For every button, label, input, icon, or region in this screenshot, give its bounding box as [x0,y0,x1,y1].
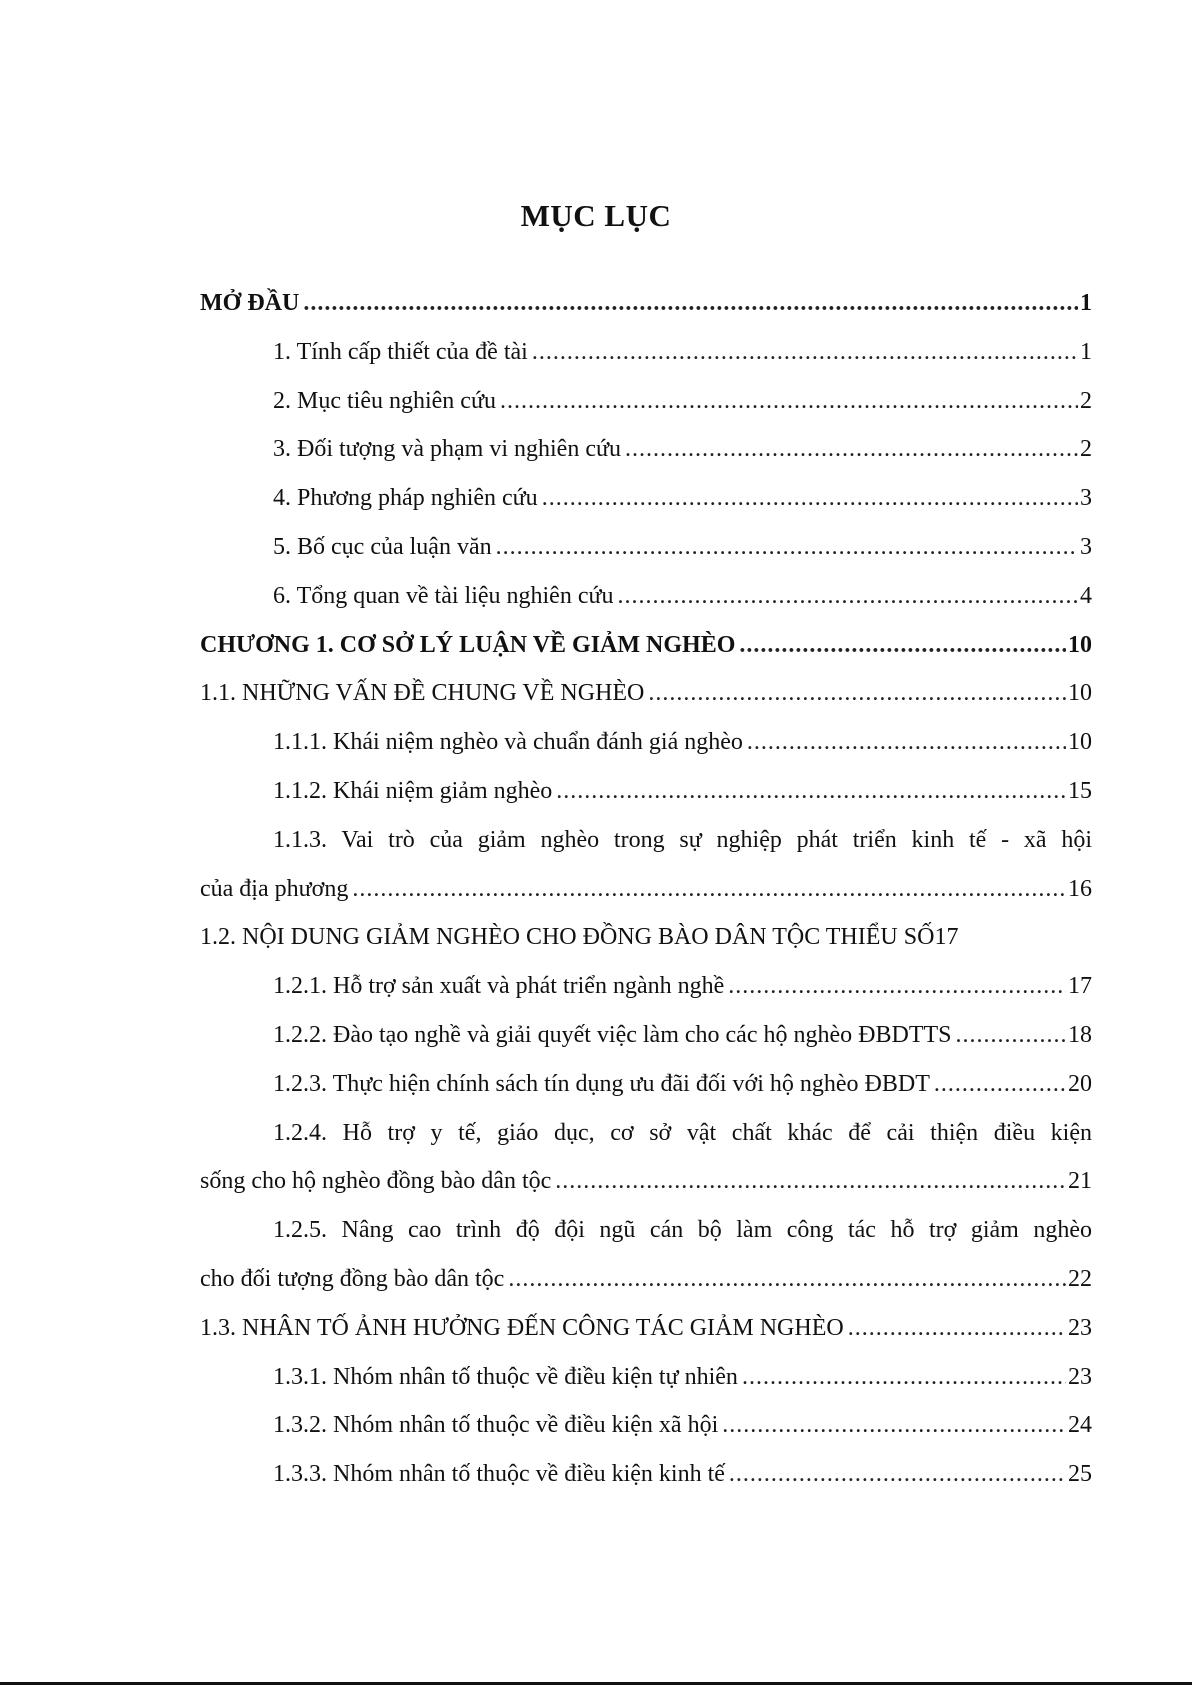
dot-leader [618,572,1079,621]
toc-page-number: 10 [1068,729,1092,756]
toc-entry[interactable] [200,279,1092,328]
toc-entry-continued-line[interactable]: 1.1.3. Vai trò của giảm nghèo trong sự nghiệp phát triển kinh tế - xã hội [273,826,1092,853]
dot-leader [508,1255,1066,1304]
toc-entry[interactable] [200,1157,1092,1206]
dot-leader [500,377,1078,426]
page-title: MỤC LỤC [520,198,672,233]
toc-page-number: 22 [1068,1265,1092,1292]
toc-entry-label: 5. Bố cục của luận văn [273,533,492,560]
toc-page-number: 2 [1080,436,1092,463]
toc-entry[interactable] [200,1011,1092,1060]
dot-leader [555,1157,1066,1206]
dot-leader [648,669,1066,718]
toc-entry-label: 1. Tính cấp thiết của đề tài [273,338,528,365]
dot-leader [747,718,1066,767]
toc-entry-label: 1.3.1. Nhóm nhân tố thuộc về điều kiện tự nhiên [273,1363,738,1390]
dot-leader [496,523,1078,572]
toc-entry-label: 1.2.3. Thực hiện chính sách tín dụng ưu đãi đối với hộ nghèo ĐBDT [273,1070,930,1097]
toc-page-number: 18 [1068,1021,1092,1048]
toc-entry-label: 1.3.3. Nhóm nhân tố thuộc về điều kiện kinh tế [273,1461,725,1488]
toc-page-number: 15 [1068,777,1092,804]
dot-leader [556,767,1066,816]
toc-page-number: 25 [1068,1461,1092,1488]
toc-page-number: 10 [1068,631,1092,658]
toc-entry[interactable] [200,523,1092,572]
toc-entry[interactable] [200,1401,1092,1450]
toc-page-number: 3 [1080,485,1092,512]
dot-leader [625,425,1078,474]
toc-entry-label: của địa phương [200,875,349,902]
dot-leader [955,1011,1066,1060]
toc-entry-label: 6. Tổng quan về tài liệu nghiên cứu [273,582,614,609]
toc-page-number: 1 [1080,338,1092,365]
toc-page-number: 10 [1068,680,1092,707]
toc-page-number: 23 [1068,1363,1092,1390]
dot-leader [303,279,1078,328]
toc-entry[interactable] [200,1060,1092,1109]
dot-leader [532,328,1078,377]
toc-entry[interactable] [200,1255,1092,1304]
toc-entry[interactable] [200,572,1092,621]
toc-page-number: 21 [1068,1168,1092,1195]
toc-entry-label: 4. Phương pháp nghiên cứu [273,485,538,512]
toc-entry[interactable] [200,767,1092,816]
toc-page-number: 16 [1068,875,1092,902]
toc-entry-label: MỞ ĐẦU [200,290,300,316]
dot-leader [848,1304,1066,1353]
dot-leader [934,1060,1066,1109]
toc-entry[interactable] [200,621,1092,670]
toc-page-number: 24 [1068,1412,1092,1439]
dot-leader [722,1401,1066,1450]
toc-entry[interactable] [200,669,1092,718]
dot-leader [742,1353,1066,1402]
toc-entry-label: 1.1.1. Khái niệm nghèo và chuẩn đánh giá nghèo [273,729,743,756]
dot-leader [728,962,1066,1011]
toc-entry[interactable] [200,425,1092,474]
toc-page-number: 3 [1080,533,1092,560]
table-of-contents [200,279,1092,1499]
toc-entry-label: 3. Đối tượng và phạm vi nghiên cứu [273,436,621,463]
toc-entry[interactable] [200,962,1092,1011]
toc-page-number: 2 [1080,387,1092,414]
toc-page-number: 17 [1068,973,1092,1000]
toc-entry[interactable] [200,1353,1092,1402]
toc-entry-continued-line[interactable]: 1.2.5. Nâng cao trình độ đội ngũ cán bộ làm công tác hỗ trợ giảm nghèo [273,1217,1092,1244]
toc-entry[interactable] [200,474,1092,523]
toc-entry-label: 1.3.2. Nhóm nhân tố thuộc về điều kiện xã hội [273,1412,719,1439]
toc-entry[interactable] [200,718,1092,767]
toc-entry-label: sống cho hộ nghèo đồng bào dân tộc [200,1168,552,1195]
toc-page-number: 1 [1080,290,1092,316]
toc-entry[interactable] [200,377,1092,426]
toc-entry[interactable] [200,865,1092,914]
dot-leader [729,1450,1066,1499]
toc-page-number: 20 [1068,1070,1092,1097]
toc-entry-label: 1.2.2. Đào tạo nghề và giải quyết việc làm cho các hộ nghèo ĐBDTTS [273,1021,952,1048]
toc-entry[interactable] [200,913,1092,962]
toc-entry-label: 1.1. NHỮNG VẤN ĐỀ CHUNG VỀ NGHÈO [200,680,645,707]
toc-entry-label: 1.3. NHÂN TỐ ẢNH HƯỞNG ĐẾN CÔNG TÁC GIẢM NGHÈO [200,1314,844,1341]
toc-entry-label: 2. Mục tiêu nghiên cứu [273,387,496,414]
toc-entry-label: 1.2.1. Hỗ trợ sản xuất và phát triển ngành nghề [273,973,725,1000]
toc-entry-label: cho đối tượng đồng bào dân tộc [200,1265,505,1292]
dot-leader [739,621,1066,670]
toc-page-number: 23 [1068,1314,1092,1341]
toc-entry[interactable] [200,1304,1092,1353]
toc-entry[interactable] [200,1450,1092,1499]
toc-page-number: 17 [934,924,959,951]
toc-entry[interactable] [200,328,1092,377]
toc-entry-continued-line[interactable]: 1.2.4. Hỗ trợ y tế, giáo dục, cơ sở vật chất khác để cải thiện điều kiện [273,1119,1092,1146]
toc-entry-label: 1.2. NỘI DUNG GIẢM NGHÈO CHO ĐỒNG BÀO DÂN TỘC THIỂU SỐ [200,924,935,951]
toc-page-number: 4 [1080,582,1092,609]
dot-leader [352,865,1066,914]
toc-entry-label: 1.1.2. Khái niệm giảm nghèo [273,777,553,804]
toc-entry-label: CHƯƠNG 1. CƠ SỞ LÝ LUẬN VỀ GIẢM NGHÈO [200,631,736,658]
dot-leader [542,474,1078,523]
